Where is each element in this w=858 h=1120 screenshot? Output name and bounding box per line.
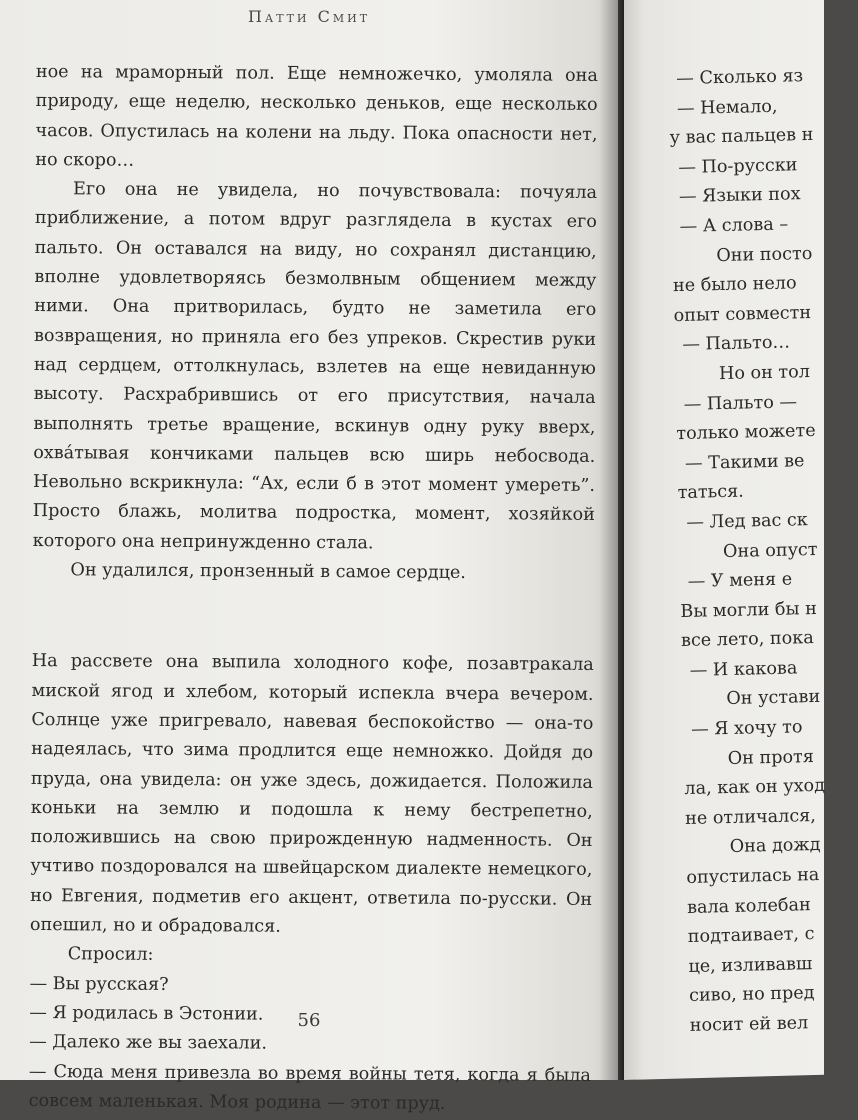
text-line: Они посто <box>716 243 813 266</box>
dialogue-line: — Я родилась в Эстонии. <box>29 1002 264 1025</box>
text-line: Он протя <box>727 746 815 769</box>
text-line: опыт совместн <box>673 302 812 326</box>
text-line: — Лед вас ск <box>686 510 808 533</box>
dialogue-line: — Далеко же вы заехали. <box>29 1032 268 1054</box>
paragraph: Он удалился, пронзенный в самое сердце. <box>70 560 467 584</box>
text-line: не было нело <box>672 273 797 297</box>
page-number: 56 <box>297 1010 321 1031</box>
paragraph: Его она не увидела, но почувствовала: почуяла приближение, а потом вдруг разглядела в кустах его пальто. Он оставался на виду, но сохранял дистанцию, вполне удовлетворяясь безмолвным общением между ними. Она притворилась, будто не заметила его возвращения, но приняла его без упреков. Скрестив руки над сердцем, оттолкнулась, взлетев на еще невиданную высоту. Расхрабрившись от его присутствия, начала выполнять третье вращение, вскинув одну руку вверх, охвáтывая кончиками пальцев всю ширь небосвода. Невольно вскрикнула: “Ах, если б в этот момент умереть”. Просто блажь, молитва подростка, момент, хозяйкой которого она непринужденно стала. <box>32 179 598 554</box>
text-line: носит ей вел <box>689 1013 809 1036</box>
section-break <box>32 585 594 651</box>
text-line: — По-русски <box>678 155 798 178</box>
running-header: Патти Смит <box>247 7 371 26</box>
text-line: — Пальто — <box>683 391 798 415</box>
text-line: Но он тол <box>718 361 811 385</box>
text-line: — Я хочу то <box>690 717 803 740</box>
text-line: — Немало, <box>676 96 778 119</box>
text-line: — Пальто… <box>682 332 791 356</box>
text-line: Он устави <box>726 687 821 710</box>
text-line: все лето, пока <box>680 628 814 652</box>
left-page-text <box>29 58 598 1120</box>
dialogue-line: — Вы русская? <box>29 973 169 995</box>
paragraph: На рассвете она выпила холодного кофе, позавтракала миской ягод и хлебом, который испекла вчера вечером. Солнце уже пригревало, навевая беспокойство — она-то надеялась, что зима продлится еще немножко. Дойдя до пруда, она увидела: он уже здесь, дожидается. Положила коньки на землю и подошла к нему бестрепетно, положившись на свою прирожденную надменность. Он учтиво поздоровался на швейцарском диалекте немецкого, но Евгения, подметив его акцент, ответила по-русски. Он опешил, но и обрадовался. <box>29 651 594 937</box>
text-line: Она опуст <box>722 539 818 562</box>
text-line: — У меня е <box>687 569 793 592</box>
text-line: сиво, но пред <box>688 983 815 1007</box>
text-line: — Такими ве <box>684 450 805 474</box>
paragraph: ное на мраморный пол. Еще немножечко, умоляла она природу, еще неделю, несколько деньков, еще несколько часов. Опустилась на колени на льду. Пока опасности нет, но скоро… <box>35 61 598 171</box>
text-line: це, изливавш <box>688 953 813 977</box>
text-line: таться. <box>677 481 745 504</box>
text-line: только можете <box>676 421 816 445</box>
text-line: — А слова – <box>679 214 789 237</box>
text-line: — Языки пох <box>678 184 801 208</box>
text-line: Вы могли бы н <box>680 598 818 622</box>
text-line: Она дожд <box>729 835 821 858</box>
right-page-text <box>669 61 858 1041</box>
dialogue-line: — Сюда меня привезла во время войны тетя, когда я была совсем маленькая. Моя родина — этот пруд. <box>28 1061 591 1114</box>
text-line: — И какова <box>689 658 798 681</box>
text-line: — Сколько яз <box>676 66 804 89</box>
text-line: не отличался, <box>684 805 817 829</box>
text-line: вала колебан <box>686 894 811 918</box>
text-line: опустилась на <box>686 864 820 889</box>
text-line: ла, как он уход <box>684 776 826 800</box>
text-line: подтаивает, с <box>687 924 815 948</box>
paragraph: Спросил: <box>67 944 154 966</box>
text-line: у вас пальцев н <box>669 125 814 149</box>
